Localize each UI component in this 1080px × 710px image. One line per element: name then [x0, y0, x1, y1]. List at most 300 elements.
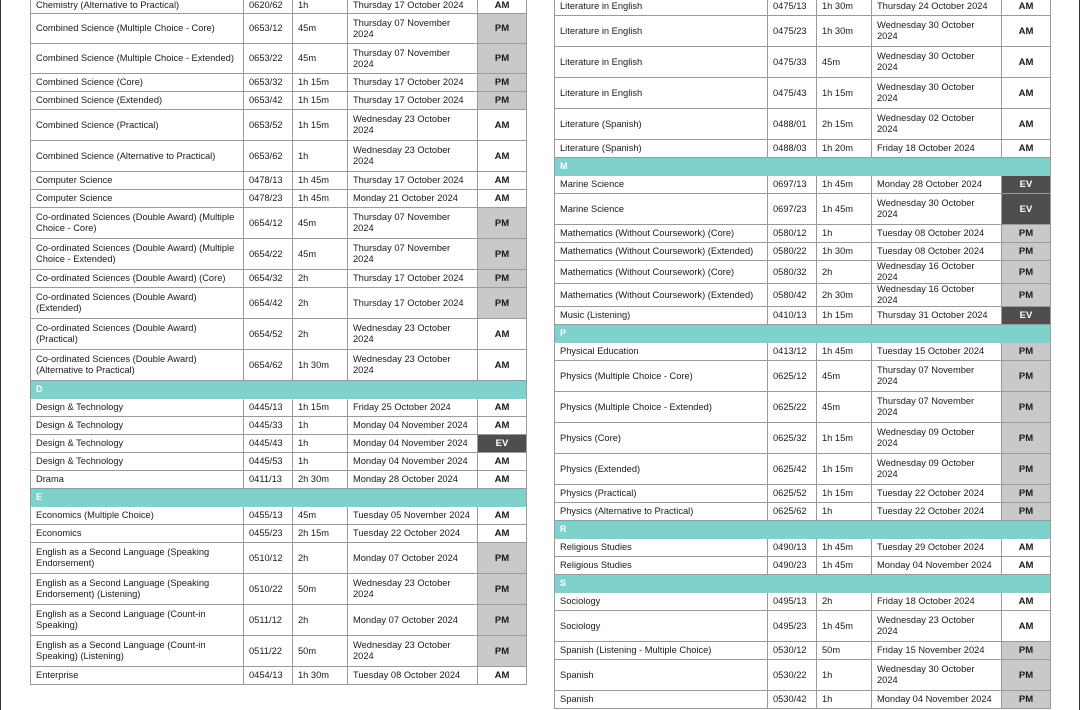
subject-cell: Spanish (Listening - Multiple Choice) [555, 642, 768, 660]
session-cell: AM [478, 110, 527, 141]
subject-cell: Literature in English [555, 47, 768, 78]
date-cell: Thursday 07 November 2024 [348, 44, 478, 74]
session-cell: PM [1002, 343, 1051, 361]
exam-row [31, 92, 527, 110]
date-cell: Friday 15 November 2024 [872, 642, 1002, 660]
subject-cell: Economics (Multiple Choice) [31, 507, 244, 525]
duration-cell: 1h [293, 141, 348, 172]
section-header-row [555, 521, 1051, 539]
component-code-cell: 0653/62 [244, 141, 293, 172]
exam-row [555, 485, 1051, 503]
duration-cell: 1h 15m [293, 74, 348, 92]
date-cell: Thursday 17 October 2024 [348, 270, 478, 288]
duration-cell: 1h 15m [817, 423, 872, 454]
subject-cell: Physics (Practical) [555, 485, 768, 503]
subject-cell: Co-ordinated Sciences (Double Award) (Extended) [31, 288, 244, 319]
date-cell: Wednesday 23 October 2024 [348, 350, 478, 381]
date-cell: Monday 21 October 2024 [348, 190, 478, 208]
component-code-cell: 0654/62 [244, 350, 293, 381]
component-code-cell: 0530/22 [768, 660, 817, 691]
subject-cell: Mathematics (Without Coursework) (Core) [555, 225, 768, 243]
component-code-cell: 0445/53 [244, 453, 293, 471]
duration-cell: 2h 15m [817, 109, 872, 140]
duration-cell: 1h 45m [817, 194, 872, 225]
timetable-left [30, 0, 527, 685]
subject-cell: Combined Science (Core) [31, 74, 244, 92]
date-cell: Tuesday 22 October 2024 [348, 525, 478, 543]
subject-cell: English as a Second Language (Count-in Speaking) (Listening) [31, 636, 244, 667]
date-cell: Wednesday 30 October 2024 [872, 78, 1002, 109]
exam-row [31, 453, 527, 471]
session-cell: PM [1002, 225, 1051, 243]
session-cell: PM [1002, 423, 1051, 454]
section-letter: P [555, 325, 1051, 343]
component-code-cell: 0445/13 [244, 399, 293, 417]
exam-row [555, 611, 1051, 642]
duration-cell: 45m [817, 392, 872, 423]
date-cell: Thursday 17 October 2024 [348, 288, 478, 319]
session-cell: PM [478, 92, 527, 110]
component-code-cell: 0625/32 [768, 423, 817, 454]
duration-cell: 1h 15m [817, 485, 872, 503]
duration-cell: 1h 45m [817, 343, 872, 361]
duration-cell: 2h [293, 319, 348, 350]
date-cell: Tuesday 15 October 2024 [872, 343, 1002, 361]
duration-cell: 2h [293, 605, 348, 636]
component-code-cell: 0475/23 [768, 16, 817, 47]
session-cell: AM [1002, 16, 1051, 47]
exam-row [555, 642, 1051, 660]
duration-cell: 1h [817, 691, 872, 709]
date-cell: Wednesday 23 October 2024 [348, 110, 478, 141]
component-code-cell: 0410/13 [768, 307, 817, 325]
session-cell: AM [1002, 539, 1051, 557]
session-cell: PM [478, 14, 527, 44]
duration-cell: 45m [817, 47, 872, 78]
exam-row [555, 47, 1051, 78]
exam-row [31, 190, 527, 208]
component-code-cell: 0625/62 [768, 503, 817, 521]
exam-row [555, 503, 1051, 521]
exam-row [555, 423, 1051, 454]
duration-cell: 1h 45m [817, 539, 872, 557]
session-cell: PM [1002, 361, 1051, 392]
subject-cell: Design & Technology [31, 399, 244, 417]
component-code-cell: 0653/22 [244, 44, 293, 74]
session-cell: AM [1002, 47, 1051, 78]
date-cell: Thursday 07 November 2024 [348, 208, 478, 239]
component-code-cell: 0625/42 [768, 454, 817, 485]
exam-row [555, 392, 1051, 423]
component-code-cell: 0625/12 [768, 361, 817, 392]
session-cell: AM [478, 507, 527, 525]
session-cell: PM [1002, 660, 1051, 691]
exam-row [555, 361, 1051, 392]
exam-row [555, 176, 1051, 194]
date-cell: Thursday 24 October 2024 [872, 0, 1002, 16]
session-cell: AM [1002, 611, 1051, 642]
component-code-cell: 0490/13 [768, 539, 817, 557]
duration-cell: 1h 45m [817, 611, 872, 642]
exam-row [31, 141, 527, 172]
component-code-cell: 0488/03 [768, 140, 817, 158]
exam-row [555, 0, 1051, 16]
date-cell: Wednesday 23 October 2024 [348, 319, 478, 350]
section-header-row [555, 158, 1051, 176]
session-cell: PM [1002, 243, 1051, 261]
subject-cell: Combined Science (Multiple Choice - Extended) [31, 44, 244, 74]
session-cell: PM [478, 574, 527, 605]
subject-cell: Religious Studies [555, 557, 768, 575]
subject-cell: Sociology [555, 611, 768, 642]
section-letter: M [555, 158, 1051, 176]
subject-cell: Marine Science [555, 176, 768, 194]
component-code-cell: 0511/22 [244, 636, 293, 667]
component-code-cell: 0510/12 [244, 543, 293, 574]
session-cell: PM [1002, 454, 1051, 485]
exam-row [31, 44, 527, 74]
page-border-left [0, 0, 1, 710]
duration-cell: 1h [817, 660, 872, 691]
session-cell: PM [478, 270, 527, 288]
component-code-cell: 0445/33 [244, 417, 293, 435]
component-code-cell: 0454/13 [244, 667, 293, 685]
session-cell: AM [1002, 109, 1051, 140]
subject-cell: Co-ordinated Sciences (Double Award) (Core) [31, 270, 244, 288]
component-code-cell: 0495/13 [768, 593, 817, 611]
duration-cell: 45m [817, 361, 872, 392]
component-code-cell: 0510/22 [244, 574, 293, 605]
date-cell: Friday 18 October 2024 [872, 593, 1002, 611]
component-code-cell: 0580/22 [768, 243, 817, 261]
duration-cell: 45m [293, 14, 348, 44]
component-code-cell: 0530/12 [768, 642, 817, 660]
exam-row [31, 319, 527, 350]
component-code-cell: 0654/12 [244, 208, 293, 239]
date-cell: Thursday 07 November 2024 [348, 239, 478, 270]
exam-row [31, 350, 527, 381]
date-cell: Wednesday 16 October 2024 [872, 284, 1002, 307]
session-cell: AM [478, 190, 527, 208]
subject-cell: Physics (Multiple Choice - Extended) [555, 392, 768, 423]
session-cell: PM [478, 74, 527, 92]
session-cell: PM [478, 605, 527, 636]
date-cell: Wednesday 09 October 2024 [872, 423, 1002, 454]
exam-row [555, 78, 1051, 109]
component-code-cell: 0625/22 [768, 392, 817, 423]
subject-cell: Literature in English [555, 78, 768, 109]
exam-row [555, 140, 1051, 158]
date-cell: Wednesday 23 October 2024 [872, 611, 1002, 642]
component-code-cell: 0475/43 [768, 78, 817, 109]
section-letter: D [31, 381, 527, 399]
subject-cell: Spanish [555, 691, 768, 709]
date-cell: Tuesday 22 October 2024 [872, 485, 1002, 503]
session-cell: PM [1002, 261, 1051, 284]
exam-row [31, 605, 527, 636]
component-code-cell: 0580/32 [768, 261, 817, 284]
exam-row [31, 636, 527, 667]
date-cell: Tuesday 05 November 2024 [348, 507, 478, 525]
section-header-row [31, 489, 527, 507]
duration-cell: 1h 30m [817, 16, 872, 47]
component-code-cell: 0445/43 [244, 435, 293, 453]
date-cell: Monday 04 November 2024 [872, 557, 1002, 575]
session-cell: AM [478, 172, 527, 190]
exam-row [31, 110, 527, 141]
exam-row [31, 0, 527, 14]
component-code-cell: 0478/13 [244, 172, 293, 190]
subject-cell: Co-ordinated Sciences (Double Award) (Alternative to Practical) [31, 350, 244, 381]
duration-cell: 2h 30m [293, 471, 348, 489]
timetable-right [554, 0, 1051, 709]
session-cell: AM [478, 471, 527, 489]
exam-row [555, 593, 1051, 611]
subject-cell: Combined Science (Practical) [31, 110, 244, 141]
duration-cell: 1h [293, 453, 348, 471]
component-code-cell: 0653/52 [244, 110, 293, 141]
exam-row [31, 172, 527, 190]
exam-row [555, 557, 1051, 575]
subject-cell: Physical Education [555, 343, 768, 361]
subject-cell: Design & Technology [31, 435, 244, 453]
session-cell: AM [478, 141, 527, 172]
exam-row [555, 225, 1051, 243]
session-cell: AM [478, 319, 527, 350]
date-cell: Monday 04 November 2024 [348, 435, 478, 453]
component-code-cell: 0654/52 [244, 319, 293, 350]
component-code-cell: 0654/42 [244, 288, 293, 319]
date-cell: Wednesday 23 October 2024 [348, 636, 478, 667]
exam-row [555, 454, 1051, 485]
date-cell: Tuesday 08 October 2024 [872, 243, 1002, 261]
component-code-cell: 0455/13 [244, 507, 293, 525]
duration-cell: 45m [293, 44, 348, 74]
exam-row [555, 243, 1051, 261]
duration-cell: 45m [293, 239, 348, 270]
exam-row [555, 194, 1051, 225]
exam-row [31, 435, 527, 453]
section-letter: S [555, 575, 1051, 593]
session-cell: PM [478, 208, 527, 239]
duration-cell: 1h [293, 435, 348, 453]
subject-cell: Drama [31, 471, 244, 489]
exam-row [31, 399, 527, 417]
subject-cell: Music (Listening) [555, 307, 768, 325]
exam-row [555, 660, 1051, 691]
subject-cell: Literature in English [555, 16, 768, 47]
date-cell: Wednesday 23 October 2024 [348, 141, 478, 172]
duration-cell: 1h 20m [817, 140, 872, 158]
date-cell: Monday 07 October 2024 [348, 605, 478, 636]
exam-row [31, 507, 527, 525]
session-cell: PM [478, 44, 527, 74]
subject-cell: Chemistry (Alternative to Practical) [31, 0, 244, 14]
subject-cell: Physics (Multiple Choice - Core) [555, 361, 768, 392]
component-code-cell: 0653/32 [244, 74, 293, 92]
component-code-cell: 0654/22 [244, 239, 293, 270]
duration-cell: 1h 15m [293, 110, 348, 141]
duration-cell: 1h 15m [293, 92, 348, 110]
session-cell: AM [478, 453, 527, 471]
duration-cell: 2h [293, 543, 348, 574]
session-cell: AM [478, 350, 527, 381]
date-cell: Wednesday 30 October 2024 [872, 194, 1002, 225]
component-code-cell: 0495/23 [768, 611, 817, 642]
exam-row [31, 270, 527, 288]
component-code-cell: 0413/12 [768, 343, 817, 361]
section-letter: E [31, 489, 527, 507]
duration-cell: 50m [293, 636, 348, 667]
session-cell: PM [478, 239, 527, 270]
date-cell: Monday 28 October 2024 [348, 471, 478, 489]
session-cell: PM [1002, 503, 1051, 521]
session-cell: AM [478, 525, 527, 543]
exam-row [31, 574, 527, 605]
section-header-row [555, 575, 1051, 593]
subject-cell: Combined Science (Multiple Choice - Core) [31, 14, 244, 44]
duration-cell: 1h 30m [293, 667, 348, 685]
date-cell: Monday 07 October 2024 [348, 543, 478, 574]
component-code-cell: 0653/42 [244, 92, 293, 110]
duration-cell: 1h 45m [293, 172, 348, 190]
subject-cell: Co-ordinated Sciences (Double Award) (Practical) [31, 319, 244, 350]
component-code-cell: 0625/52 [768, 485, 817, 503]
date-cell: Wednesday 30 October 2024 [872, 47, 1002, 78]
duration-cell: 1h 15m [817, 454, 872, 485]
duration-cell: 2h [817, 593, 872, 611]
exam-row [555, 284, 1051, 307]
component-code-cell: 0478/23 [244, 190, 293, 208]
date-cell: Wednesday 30 October 2024 [872, 16, 1002, 47]
exam-row [31, 543, 527, 574]
duration-cell: 2h [817, 261, 872, 284]
session-cell: PM [1002, 642, 1051, 660]
subject-cell: Co-ordinated Sciences (Double Award) (Multiple Choice - Extended) [31, 239, 244, 270]
subject-cell: Physics (Alternative to Practical) [555, 503, 768, 521]
section-letter: R [555, 521, 1051, 539]
subject-cell: Combined Science (Alternative to Practical) [31, 141, 244, 172]
duration-cell: 1h 15m [293, 399, 348, 417]
exam-row [31, 239, 527, 270]
date-cell: Tuesday 08 October 2024 [348, 667, 478, 685]
component-code-cell: 0697/13 [768, 176, 817, 194]
exam-row [31, 667, 527, 685]
date-cell: Thursday 07 November 2024 [872, 361, 1002, 392]
duration-cell: 1h 45m [293, 190, 348, 208]
component-code-cell: 0411/13 [244, 471, 293, 489]
duration-cell: 2h [293, 288, 348, 319]
duration-cell: 1h [817, 503, 872, 521]
timetable-right-column [554, 0, 1051, 709]
date-cell: Tuesday 08 October 2024 [872, 225, 1002, 243]
subject-cell: Computer Science [31, 172, 244, 190]
component-code-cell: 0475/13 [768, 0, 817, 16]
subject-cell: Marine Science [555, 194, 768, 225]
section-header-row [555, 325, 1051, 343]
timetable-left-column [30, 0, 527, 685]
subject-cell: English as a Second Language (Count-in Speaking) [31, 605, 244, 636]
subject-cell: Literature (Spanish) [555, 140, 768, 158]
date-cell: Thursday 17 October 2024 [348, 92, 478, 110]
duration-cell: 2h 30m [817, 284, 872, 307]
session-cell: PM [478, 636, 527, 667]
duration-cell: 1h [817, 225, 872, 243]
component-code-cell: 0475/33 [768, 47, 817, 78]
date-cell: Friday 25 October 2024 [348, 399, 478, 417]
duration-cell: 1h 30m [817, 0, 872, 16]
exam-row [555, 691, 1051, 709]
session-cell: AM [1002, 78, 1051, 109]
subject-cell: Economics [31, 525, 244, 543]
component-code-cell: 0620/62 [244, 0, 293, 14]
duration-cell: 2h 15m [293, 525, 348, 543]
subject-cell: Literature in English [555, 0, 768, 16]
subject-cell: Enterprise [31, 667, 244, 685]
date-cell: Wednesday 02 October 2024 [872, 109, 1002, 140]
date-cell: Thursday 17 October 2024 [348, 172, 478, 190]
date-cell: Thursday 31 October 2024 [872, 307, 1002, 325]
date-cell: Thursday 07 November 2024 [348, 14, 478, 44]
duration-cell: 50m [817, 642, 872, 660]
subject-cell: Physics (Core) [555, 423, 768, 454]
date-cell: Tuesday 22 October 2024 [872, 503, 1002, 521]
exam-row [31, 208, 527, 239]
exam-row [555, 109, 1051, 140]
session-cell: PM [1002, 284, 1051, 307]
date-cell: Monday 28 October 2024 [872, 176, 1002, 194]
session-cell: PM [1002, 691, 1051, 709]
date-cell: Monday 04 November 2024 [872, 691, 1002, 709]
exam-row [555, 539, 1051, 557]
session-cell: AM [478, 667, 527, 685]
duration-cell: 1h 30m [293, 350, 348, 381]
component-code-cell: 0654/32 [244, 270, 293, 288]
exam-row [555, 261, 1051, 284]
date-cell: Thursday 17 October 2024 [348, 74, 478, 92]
subject-cell: Computer Science [31, 190, 244, 208]
date-cell: Monday 04 November 2024 [348, 417, 478, 435]
date-cell: Thursday 17 October 2024 [348, 0, 478, 14]
session-cell: PM [478, 288, 527, 319]
session-cell: PM [1002, 485, 1051, 503]
duration-cell: 50m [293, 574, 348, 605]
duration-cell: 1h 15m [817, 307, 872, 325]
exam-row [31, 14, 527, 44]
subject-cell: Literature (Spanish) [555, 109, 768, 140]
date-cell: Friday 18 October 2024 [872, 140, 1002, 158]
session-cell: EV [1002, 307, 1051, 325]
exam-row [555, 343, 1051, 361]
date-cell: Monday 04 November 2024 [348, 453, 478, 471]
exam-row [31, 74, 527, 92]
duration-cell: 1h 15m [817, 78, 872, 109]
session-cell: AM [478, 399, 527, 417]
duration-cell: 1h [293, 0, 348, 14]
component-code-cell: 0488/01 [768, 109, 817, 140]
exam-row [555, 16, 1051, 47]
subject-cell: Religious Studies [555, 539, 768, 557]
duration-cell: 2h [293, 270, 348, 288]
subject-cell: Combined Science (Extended) [31, 92, 244, 110]
date-cell: Tuesday 29 October 2024 [872, 539, 1002, 557]
duration-cell: 1h 30m [817, 243, 872, 261]
component-code-cell: 0530/42 [768, 691, 817, 709]
exam-row [31, 417, 527, 435]
session-cell: AM [478, 0, 527, 14]
subject-cell: Spanish [555, 660, 768, 691]
subject-cell: Design & Technology [31, 453, 244, 471]
